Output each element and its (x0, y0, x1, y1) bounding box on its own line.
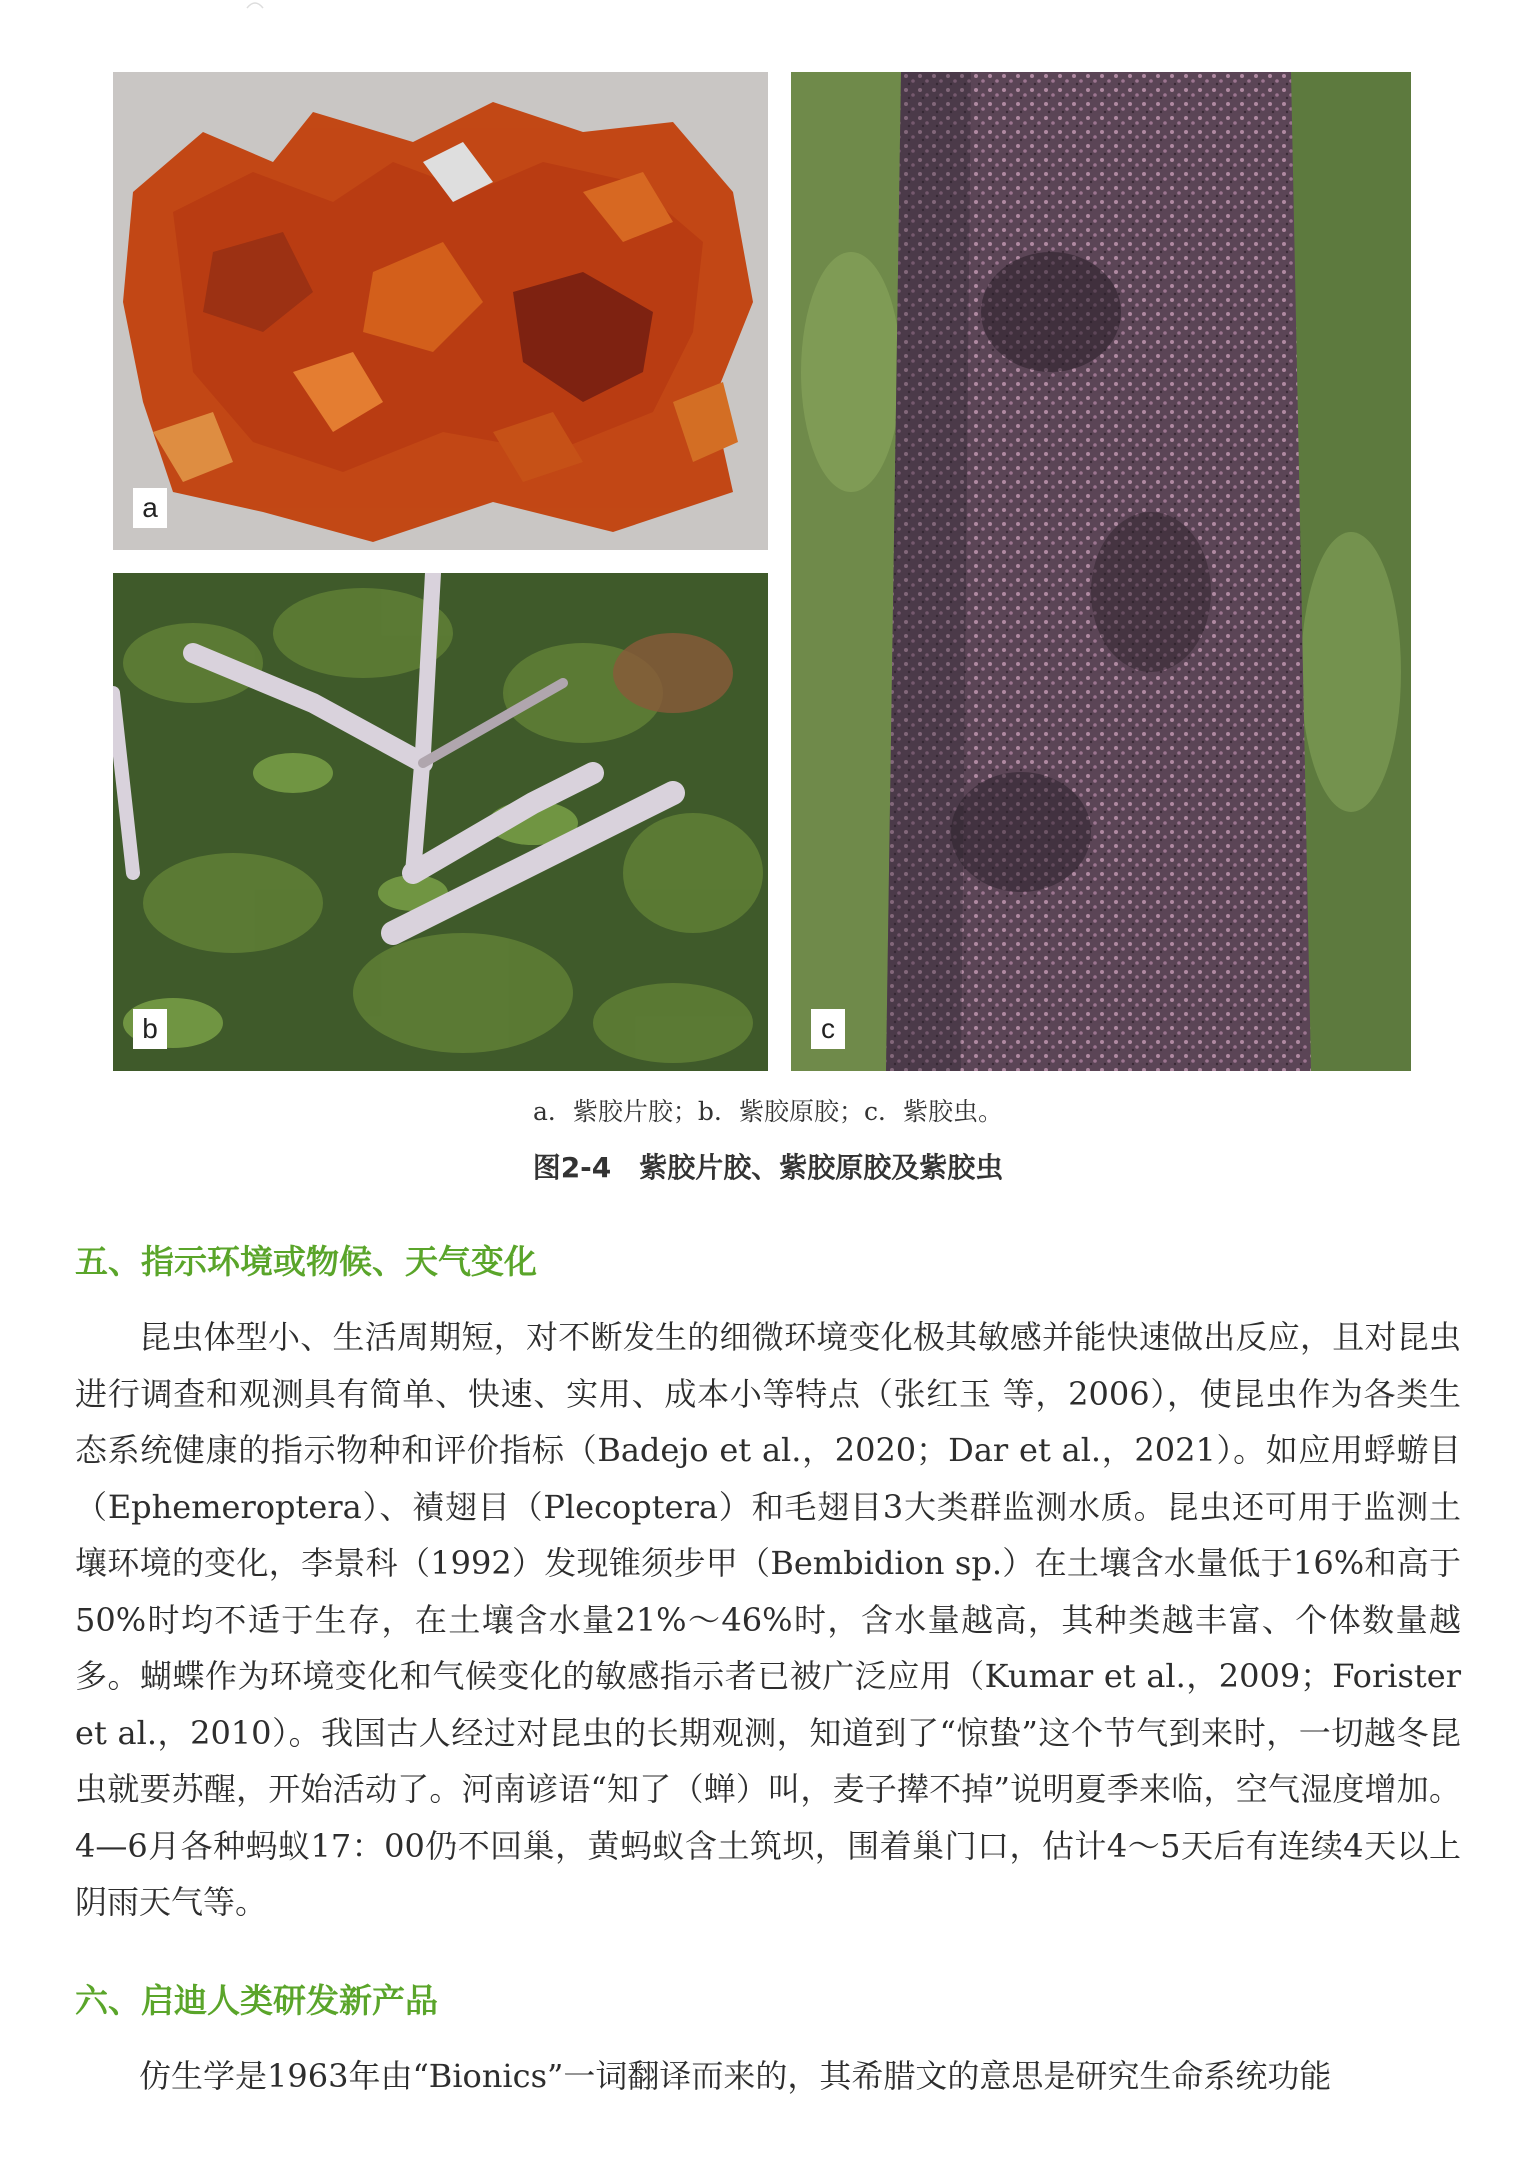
photo-raw-lac-branches (113, 573, 768, 1071)
figure-subcaption: a．紫胶片胶；b．紫胶原胶；c．紫胶虫。 (533, 1097, 1003, 1126)
panel-b-label: b (133, 1009, 167, 1049)
section-heading-5: 五、指示环境或物候、天气变化 (75, 1242, 537, 1281)
body-paragraph-2: 仿生学是1963年由“Bionics”一词翻译而来的，其希腊文的意思是研究生命系统功能 (139, 2057, 1332, 2095)
photo-shellac-flakes (113, 72, 768, 550)
panel-c-label: c (811, 1009, 845, 1049)
section-heading-6: 六、启迪人类研发新产品 (75, 1981, 438, 2020)
figure-title: 图2-4 紫胶片胶、紫胶原胶及紫胶虫 (532, 1151, 1004, 1184)
photo-lac-insects-trunk (791, 72, 1411, 1071)
body-paragraph-1: 昆虫体型小、生活周期短，对不断发生的细微环境变化极其敏感并能快速做出反应，且对昆虫进行调查和观测具有简单、快速、实用、成本小等特点（张红玉 等，2006），使昆虫作为各类生态系统健康的指示物种和评价指标（Badejo et al.，2020；Dar et al.，2021）。如应用蜉蝣目（Ephemeroptera）、襀翅目（Plecoptera）和毛翅目3大类群监测水质。昆虫还可用于监测土壤环境的变化，李景科（1992）发现锥须步甲（Bembidion sp.）在土壤含水量低于16%和高于50%时均不适于生存，在土壤含水量21%～46%时，含水量越高，其种类越丰富、个体数量越多。蝴蝶作为环境变化和气候变化的敏感指示者已被广泛应用（Kumar et al.，2009；Forister et al.，2010）。我国古人经过对昆虫的长期观测，知道到了“惊蛰”这个节气到来时，一切越冬昆虫就要苏醒，开始活动了。河南谚语“知了（蝉）叫，麦子撵不掉”说明夏季来临，空气湿度增加。4—6月各种蚂蚁17：00仍不回巢，黄蚂蚁含土筑坝，围着巢门口，估计4～5天后有连续4天以上阴雨天气等。 (75, 1318, 1461, 1921)
panel-a-label: a (133, 488, 167, 528)
corner-decoration (245, 0, 265, 10)
